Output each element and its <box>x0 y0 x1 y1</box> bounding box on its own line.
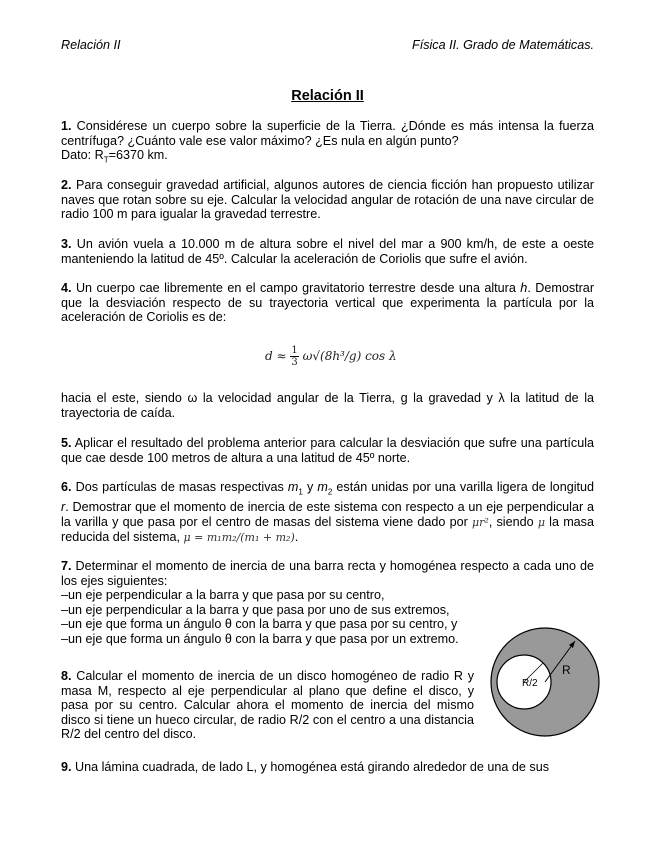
problem-4-after: hacia el este, siendo ω la velocidad angular de la Tierra, g la gravedad y λ la latitud de la trayectoria de caída. <box>61 391 594 420</box>
problem-6 <box>61 480 594 546</box>
text-segment: , siendo <box>488 514 538 529</box>
problem-number: 1. <box>61 119 72 133</box>
problem-9 <box>61 760 594 775</box>
coriolis-equation <box>265 345 397 368</box>
dato-sub: T <box>103 155 109 165</box>
mass-1-symbol: m <box>287 480 299 494</box>
length-symbol: r <box>61 500 66 515</box>
mass-1-sub: 1 <box>298 487 303 497</box>
problem-number: 4. <box>61 281 72 295</box>
header-right: Física II. Grado de Matemáticas. <box>412 38 594 52</box>
problem-3 <box>61 237 594 266</box>
label-r2: R/2 <box>522 678 538 689</box>
eq-lhs: d ≈ <box>265 349 291 363</box>
problem-number: 8. <box>61 669 72 683</box>
problem-text: Un avión vuela a 10.000 m de altura sobre el nivel del mar a 900 km/h, de este a oeste manteniendo la latitud de 45º. Calcular la aceleración de Coriolis que sufre el avión. <box>61 237 595 266</box>
problem-8 <box>61 669 474 742</box>
eq-denominator: 3 <box>291 357 298 368</box>
problem-text: Determinar el momento de inercia de una barra recta y homogénea respecto a cada uno de los ejes siguientes: <box>61 559 594 588</box>
mass-2-sub: 2 <box>327 487 333 497</box>
mu-symbol: μ <box>537 515 545 529</box>
problem-5 <box>61 436 594 465</box>
eq-numerator: 1 <box>291 345 298 356</box>
list-item: –un eje que forma un ángulo θ con la barra y que pasa por su centro, y <box>61 617 458 632</box>
problem-text: Considérese un cuerpo sobre la superficie de la Tierra. ¿Dónde es más intensa la fuerza centrífuga? ¿Cuánto vale ese valor máximo? ¿Es nula en algún punto? <box>61 119 595 148</box>
list-item: –un eje perpendicular a la barra y que pasa por su centro, <box>61 588 385 603</box>
header-left: Relación II <box>61 38 121 52</box>
problem-text-a: Un cuerpo cae libremente en el campo gravitatorio terrestre desde una altura <box>75 281 521 295</box>
problem-number: 5. <box>61 436 72 450</box>
problem-number: 6. <box>61 480 72 494</box>
label-r: R <box>562 663 571 677</box>
problem-number: 3. <box>61 237 72 251</box>
text-segment: . <box>294 530 299 545</box>
list-item: –un eje perpendicular a la barra y que pasa por uno de sus extremos, <box>61 602 450 617</box>
problem-number: 7. <box>61 559 72 573</box>
mass-2-symbol: m <box>317 480 328 494</box>
problem-1 <box>61 119 594 168</box>
disc-with-hole-diagram <box>489 626 601 738</box>
problem-text-b: . Demostrar que la desviación respecto de su trayectoria vertical que experimenta la partícula por la aceleración de Coriolis es de: <box>61 281 595 325</box>
problem-4 <box>61 281 594 325</box>
text-segment: están unidas por una varilla ligera de longitud <box>332 480 595 494</box>
text-segment: . Demostrar que el momento de inercia de este sistema con respecto a un eje perpendicular a la varilla y que pasa por el centro de masas del sistema viene dado por <box>61 500 594 529</box>
height-symbol: h <box>520 281 528 295</box>
eq-rhs: ω√(8h³/g) cos λ <box>302 349 397 363</box>
problem-text: Aplicar el resultado del problema anterior para calcular la desviación que sufre una partícula que cae desde 100 metros de altura a una latitud de 45º norte. <box>61 436 594 465</box>
text-segment: y <box>302 480 318 494</box>
text-segment: Dos partículas de masas respectivas <box>75 480 288 494</box>
inertia-expression: μr² <box>471 515 489 529</box>
dato-suffix: =6370 km. <box>108 148 168 163</box>
problem-2 <box>61 178 594 222</box>
problem-text: Para conseguir gravedad artificial, algunos autores de ciencia ficción han propuesto utilizar naves que rotan sobre su eje. Calcular la velocidad angular de rotación de una nave circular de radio 100 m para igualar la gravedad terrestre. <box>61 178 595 222</box>
reduced-mass-formula: μ = m₁m₂/(m₁ + m₂) <box>183 531 295 545</box>
list-item: –un eje que forma un ángulo θ con la barra y que pasa por un extremo. <box>61 631 459 646</box>
problem-text: Una lámina cuadrada, de lado L, y homogénea está girando alrededor de una de sus <box>75 760 550 774</box>
dato-prefix: Dato: R <box>61 148 104 163</box>
text-segment: la masa reducida del sistema, <box>61 514 594 545</box>
problem-number: 9. <box>61 760 72 774</box>
page-title: Relación II <box>291 88 364 104</box>
problem-number: 2. <box>61 178 72 192</box>
problem-text: Calcular el momento de inercia de un disco homogéneo de radio R y masa M, respecto al eje perpendicular al plano que define el disco, y pasa por su centro. Calcular ahora el momento de inercia del mismo disco si tiene un hueco circular, de radio R/2 con el centro a una distancia R/2 del centro del disco. <box>61 669 474 742</box>
eq-fraction <box>290 345 298 368</box>
